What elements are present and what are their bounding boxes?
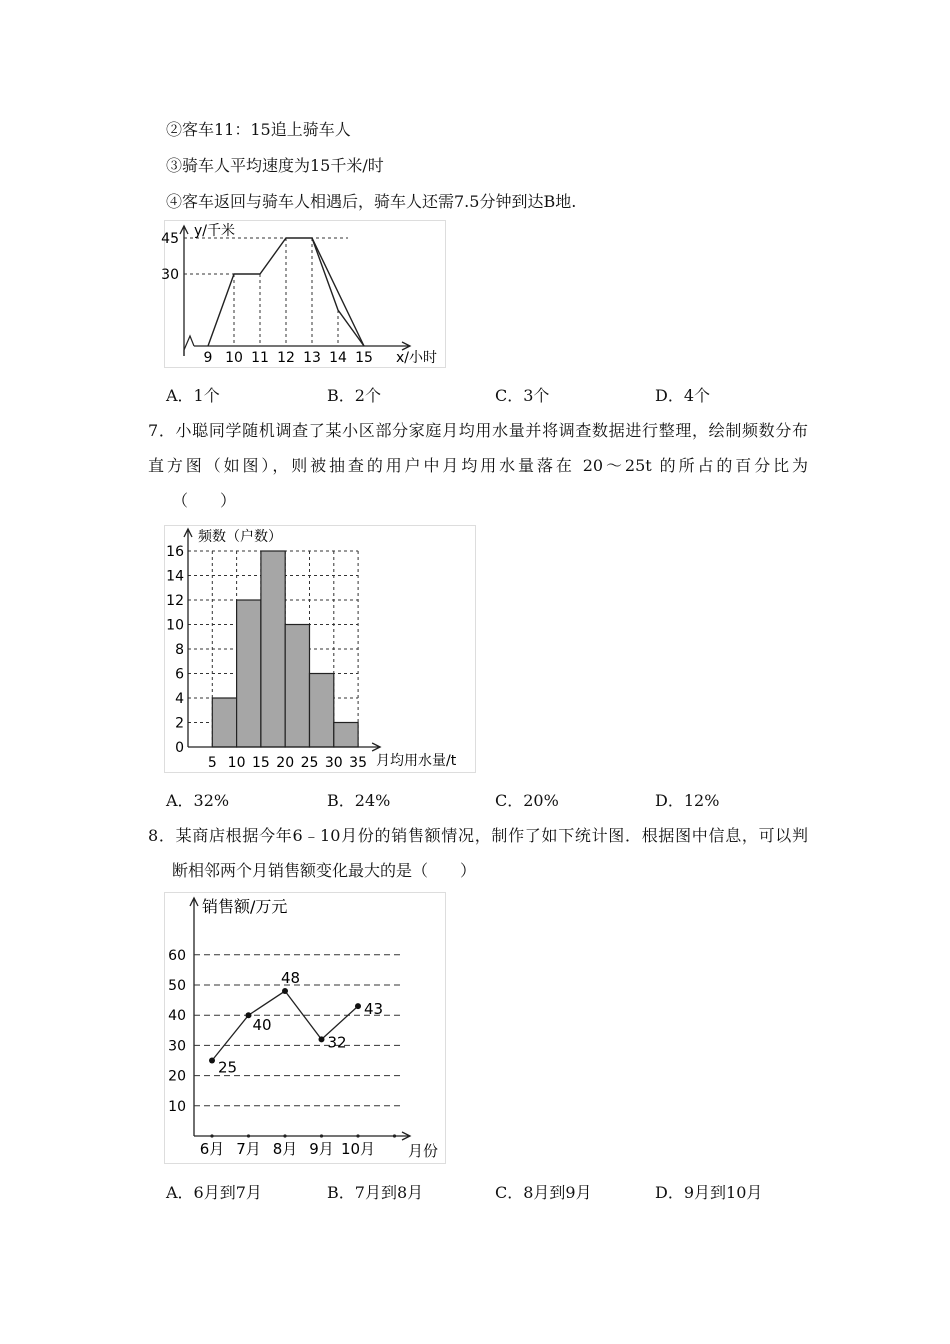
- data-point: [282, 988, 288, 994]
- x-tick-label: 12: [277, 350, 295, 366]
- q7-text: [148, 413, 808, 518]
- x-tick-label: 10: [227, 755, 246, 771]
- x-tick-label: 10月: [340, 1140, 376, 1158]
- y-tick-label: 20: [168, 1068, 186, 1085]
- data-point: [246, 1012, 252, 1018]
- y-tick-label: 50: [168, 978, 186, 994]
- x-tick-label: 15: [355, 350, 373, 366]
- y-tick-label: 10: [168, 1098, 186, 1115]
- q8-option-b[interactable]: B．7月到8月: [327, 1183, 424, 1202]
- y-tick-label: 30: [161, 267, 179, 283]
- x-tick-label: 13: [303, 350, 321, 366]
- histogram-bar: [334, 723, 358, 748]
- x-axis-label: 月份: [408, 1142, 439, 1160]
- x-tick-label: 5: [207, 755, 217, 771]
- q8-line-2: 断相邻两个月销售额变化最大的是（ ）: [172, 861, 477, 880]
- y-tick-label: 4: [175, 691, 184, 707]
- y-tick-label: 6: [175, 666, 184, 683]
- x-tick-label: 14: [329, 350, 347, 366]
- y-tick-label: 45: [161, 231, 179, 247]
- q7-line-1: 7．小聪同学随机调查了某小区部分家庭月均用水量并将调查数据进行整理，绘制频数分布: [148, 421, 808, 440]
- x-tick-mark: [356, 1134, 359, 1137]
- histogram-bar: [261, 551, 285, 747]
- x-tick-label: 15: [251, 755, 270, 771]
- x-tick-mark: [210, 1134, 213, 1137]
- y-axis-label: y/千米: [194, 223, 236, 239]
- x-tick-label: 11: [251, 350, 269, 366]
- y-tick-label: 10: [166, 617, 184, 634]
- histogram-bar: [212, 698, 236, 747]
- histogram-svg: [164, 525, 476, 773]
- x-tick-label: 30: [324, 755, 343, 771]
- sales-svg: [164, 892, 446, 1164]
- x-tick-label: 20: [276, 755, 295, 771]
- chart-frame: [165, 893, 446, 1164]
- x-tick-label: 6月: [199, 1140, 225, 1158]
- q8-option-a[interactable]: A．6月到7月: [166, 1183, 262, 1202]
- x-tick-label: 25: [300, 755, 319, 771]
- q7-option-a[interactable]: A．32%: [166, 791, 230, 810]
- q6-option-d[interactable]: D．4个: [655, 386, 711, 405]
- q6-statement-2: ②客车11：15追上骑车人: [166, 120, 351, 139]
- q6-statement-4: ④客车返回与骑车人相遇后，骑车人还需7.5分钟到达B地.: [166, 192, 577, 211]
- q8-option-d[interactable]: D．9月到10月: [655, 1183, 763, 1202]
- y-tick-label: 2: [175, 715, 184, 732]
- q6-option-a[interactable]: A．1个: [166, 386, 220, 405]
- q6-option-c[interactable]: C．3个: [495, 386, 550, 405]
- y-tick-label: 14: [166, 568, 184, 585]
- x-tick-mark: [320, 1134, 323, 1137]
- data-label: 48: [281, 969, 301, 988]
- y-tick-label: 30: [168, 1038, 186, 1055]
- y-tick-label: 60: [168, 947, 186, 964]
- x-tick-label: 35: [349, 755, 368, 771]
- q7-line-3: （ ）: [172, 491, 237, 510]
- x-axis-label: x/小时: [396, 350, 438, 366]
- data-label: 25: [218, 1058, 238, 1077]
- q6-option-b[interactable]: B．2个: [327, 386, 381, 405]
- data-point: [355, 1003, 361, 1009]
- q7-option-c[interactable]: C．20%: [495, 791, 559, 810]
- histogram-bar: [310, 674, 334, 748]
- distance-time-chart: [161, 220, 446, 372]
- q7-option-b[interactable]: B．24%: [327, 791, 391, 810]
- x-tick-label: 9: [203, 350, 213, 366]
- x-tick-label: 8月: [272, 1140, 298, 1158]
- q7-line-2: 直方图（如图），则被抽查的用户中月均用水量落在 20～25t 的所占的百分比为: [148, 456, 808, 475]
- x-tick-mark: [393, 1134, 396, 1137]
- x-axis-label: 月均用水量/t: [376, 753, 457, 769]
- y-tick-label: 0: [175, 740, 184, 756]
- q7-option-d[interactable]: D．12%: [655, 791, 720, 810]
- x-tick-mark: [247, 1134, 250, 1137]
- water-histogram: [164, 525, 476, 777]
- data-point: [319, 1036, 325, 1042]
- sales-line-chart: [164, 892, 446, 1168]
- q8-option-c[interactable]: C．8月到9月: [495, 1183, 592, 1202]
- x-tick-mark: [283, 1134, 286, 1137]
- y-tick-label: 40: [168, 1008, 186, 1025]
- y-tick-label: 16: [166, 544, 184, 560]
- y-tick-label: 12: [166, 593, 184, 609]
- y-tick-label: 8: [175, 642, 184, 658]
- x-tick-label: 10: [225, 350, 243, 366]
- q6-statement-3: ③骑车人平均速度为15千米/时: [166, 156, 384, 175]
- data-label: 43: [364, 1000, 384, 1019]
- x-tick-label: 7月: [236, 1140, 261, 1158]
- q8-text: [148, 818, 808, 888]
- histogram-bar: [285, 625, 309, 748]
- data-label: 32: [327, 1033, 347, 1052]
- x-tick-label: 9月: [309, 1140, 334, 1158]
- data-label: 40: [252, 1016, 272, 1035]
- y-axis-label: 频数（户数）: [198, 529, 282, 545]
- q8-line-1: 8．某商店根据今年6﹣10月份的销售额情况，制作了如下统计图．根据图中信息，可以判: [148, 826, 808, 845]
- distance-time-svg: [161, 220, 446, 368]
- histogram-bar: [237, 600, 261, 747]
- data-point: [209, 1058, 215, 1064]
- y-axis-label: 销售额/万元: [202, 897, 288, 916]
